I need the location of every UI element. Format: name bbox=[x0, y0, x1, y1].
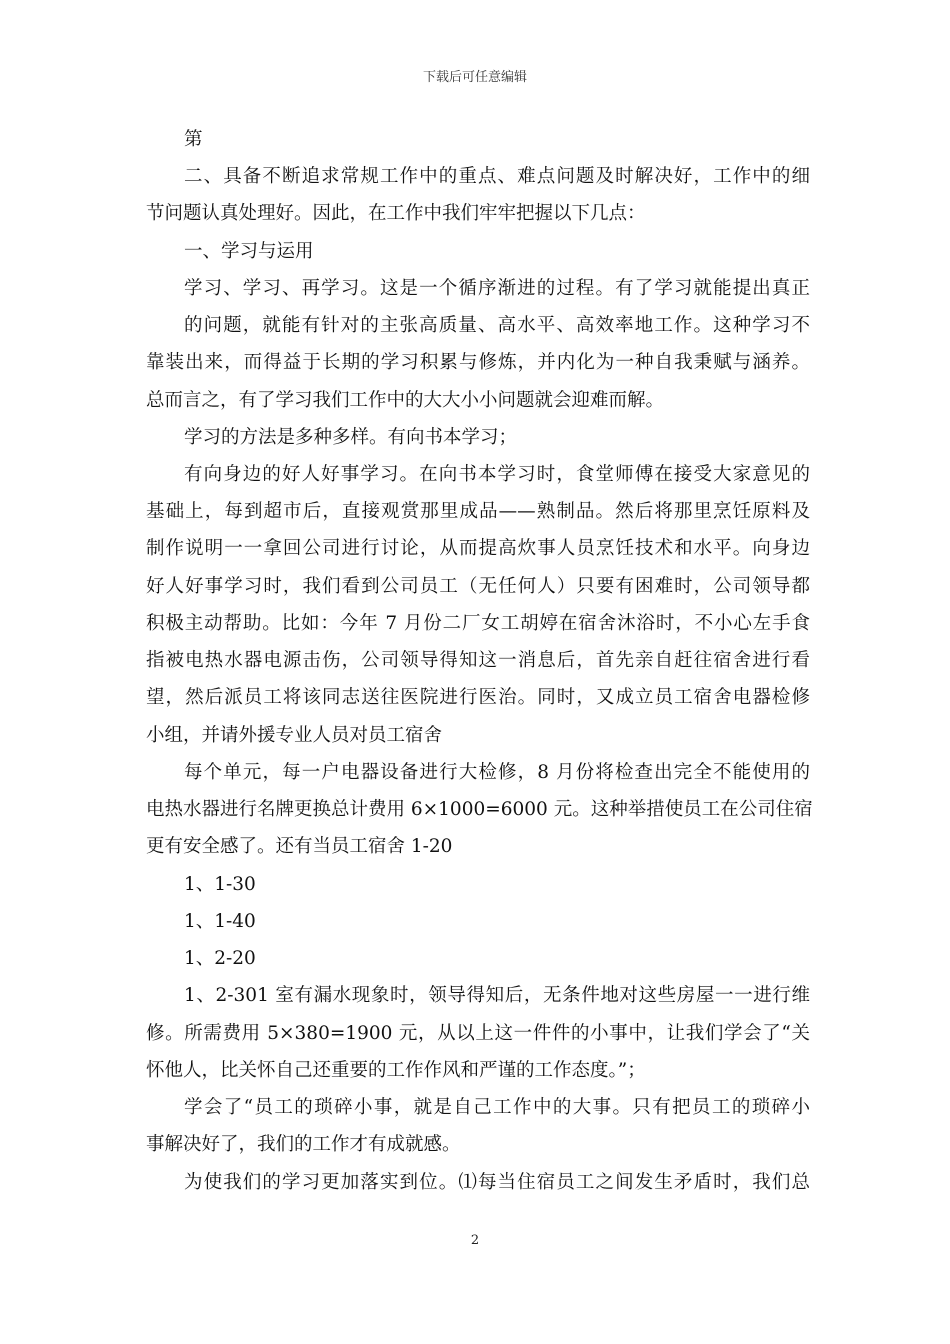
text-line: 第 bbox=[184, 129, 203, 150]
page-number: 2 bbox=[470, 1233, 480, 1248]
text-line: 电热水器进行名牌更换总计费用 6×1000=6000 元。这种举措使员工在公司住宿 bbox=[146, 799, 813, 820]
text-line: 事解决好了，我们的工作才有成就感。 bbox=[146, 1134, 461, 1155]
text-line: 二、具备不断追求常规工作中的重点、难点问题及时解决好，工作中的细 bbox=[184, 166, 810, 187]
text-line: 怀他人，比关怀自己还重要的工作作风和严谨的工作态度。”； bbox=[146, 1060, 646, 1081]
text-line: 节问题认真处理好。因此，在工作中我们牢牢把握以下几点： bbox=[146, 203, 646, 224]
text-line: 基础上，每到超市后，直接观赏那里成品——熟制品。然后将那里烹饪原料及 bbox=[146, 501, 810, 522]
text-line: 修。所需费用 5×380=1900 元，从以上这一件件的小事中，让我们学会了“关 bbox=[146, 1023, 810, 1044]
text-line: 望，然后派员工将该同志送往医院进行医治。同时，又成立员工宿舍电器检修 bbox=[146, 687, 810, 708]
text-line: 学会了“员工的琐碎小事，就是自己工作中的大事。只有把员工的琐碎小 bbox=[184, 1097, 810, 1118]
list-item: 1、2-20 bbox=[184, 948, 256, 969]
text-line: 为使我们的学习更加落实到位。⑴每当住宿员工之间发生矛盾时，我们总 bbox=[184, 1172, 810, 1193]
list-item: 1、1-40 bbox=[184, 911, 256, 932]
text-line: 靠装出来，而得益于长期的学习积累与修炼，并内化为一种自我秉赋与涵养。 bbox=[146, 352, 810, 373]
text-line: 积极主动帮助。比如：今年 7 月份二厂女工胡婷在宿舍沐浴时，不小心左手食 bbox=[146, 613, 810, 634]
text-line: 好人好事学习时，我们看到公司员工（无任何人）只要有困难时，公司领导都 bbox=[146, 576, 810, 597]
page-header-note: 下载后可任意编辑 bbox=[422, 70, 527, 85]
text-line: 小组，并请外援专业人员对员工宿舍 bbox=[146, 725, 443, 746]
text-line: 1、2-301 室有漏水现象时，领导得知后，无条件地对这些房屋一一进行维 bbox=[184, 985, 810, 1006]
list-item: 1、1-30 bbox=[184, 874, 256, 895]
text-line: 指被电热水器电源击伤，公司领导得知这一消息后，首先亲自赶往宿舍进行看 bbox=[146, 650, 810, 671]
text-line: 每个单元，每一户电器设备进行大检修，8 月份将检查出完全不能使用的 bbox=[184, 762, 810, 783]
text-line: 学习、学习、再学习。这是一个循序渐进的过程。有了学习就能提出真正 bbox=[184, 278, 810, 299]
text-line: 总而言之，有了学习我们工作中的大大小小问题就会迎难而解。 bbox=[146, 390, 665, 411]
text-line: 制作说明一一拿回公司进行讨论，从而提高炊事人员烹饪技术和水平。向身边 bbox=[146, 538, 810, 559]
section-heading: 一、学习与运用 bbox=[184, 241, 314, 262]
text-line: 的问题，就能有针对的主张高质量、高水平、高效率地工作。这种学习不 bbox=[184, 315, 810, 336]
text-line: 有向身边的好人好事学习。在向书本学习时，食堂师傅在接受大家意见的 bbox=[184, 464, 810, 485]
text-line: 更有安全感了。还有当员工宿舍 1-20 bbox=[146, 836, 453, 857]
text-line: 学习的方法是多种多样。有向书本学习； bbox=[184, 427, 518, 448]
